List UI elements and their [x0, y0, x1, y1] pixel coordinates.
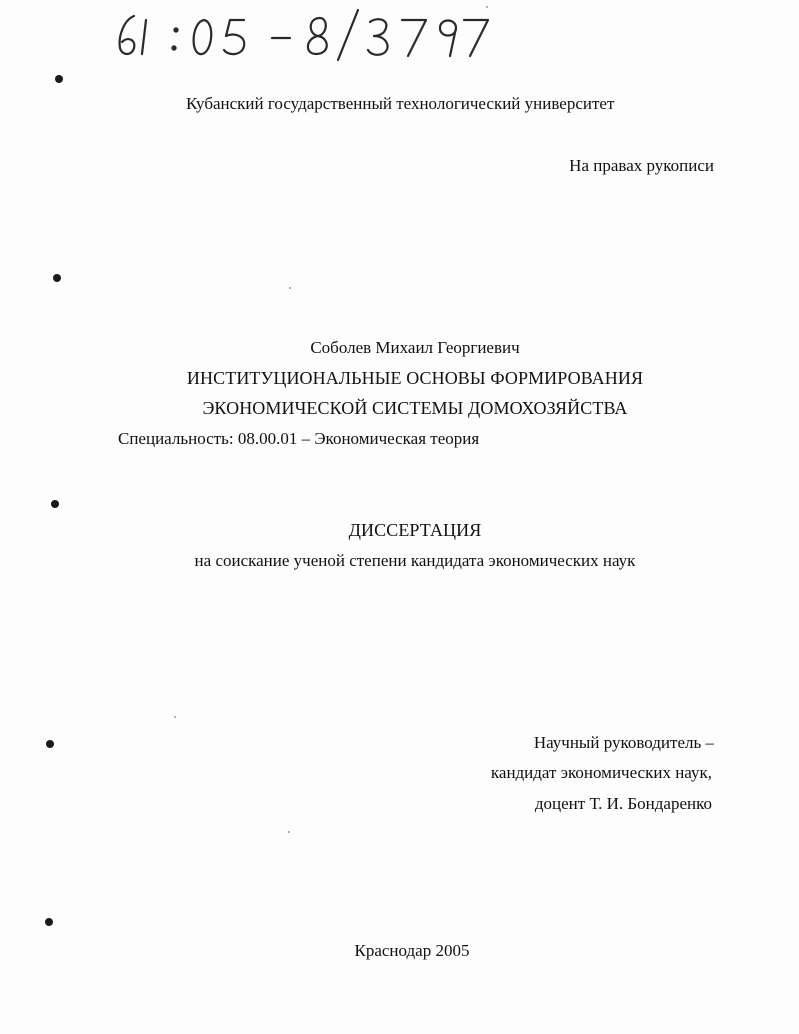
binding-hole-mark [51, 500, 59, 508]
binding-hole-mark [45, 918, 53, 926]
supervisor-role: Научный руководитель – [533, 733, 714, 752]
city-year: Краснодар 2005 [354, 941, 470, 960]
specialty-line: Специальность: 08.00.01 – Экономическая теория [118, 429, 480, 448]
supervisor-degree: кандидат экономических наук, [490, 763, 712, 782]
supervisor-name: доцент Т. И. Бондаренко [534, 794, 712, 813]
university-name: Кубанский государственный технологический университет [186, 94, 615, 113]
dissertation-title-line-2: ЭКОНОМИЧЕСКОЙ СИСТЕМЫ ДОМОХОЗЯЙСТВА [202, 398, 628, 418]
dissertation-title-line-1: ИНСТИТУЦИОНАЛЬНЫЕ ОСНОВЫ ФОРМИРОВАНИЯ [186, 368, 644, 388]
manuscript-rights-note: На правах рукописи [569, 156, 714, 175]
binding-hole-mark [55, 75, 63, 83]
binding-hole-mark [46, 740, 54, 748]
binding-hole-mark [53, 274, 61, 282]
scan-speck [289, 287, 291, 289]
author-name: Соболев Михаил Георгиевич [310, 338, 520, 357]
scan-speck [174, 716, 176, 718]
document-type-heading: ДИССЕРТАЦИЯ [348, 520, 482, 540]
degree-purpose-line: на соискание ученой степени кандидата экономических наук [194, 551, 636, 570]
handwritten-call-number [112, 6, 492, 62]
scan-speck [288, 831, 290, 833]
scan-speck [486, 6, 488, 8]
